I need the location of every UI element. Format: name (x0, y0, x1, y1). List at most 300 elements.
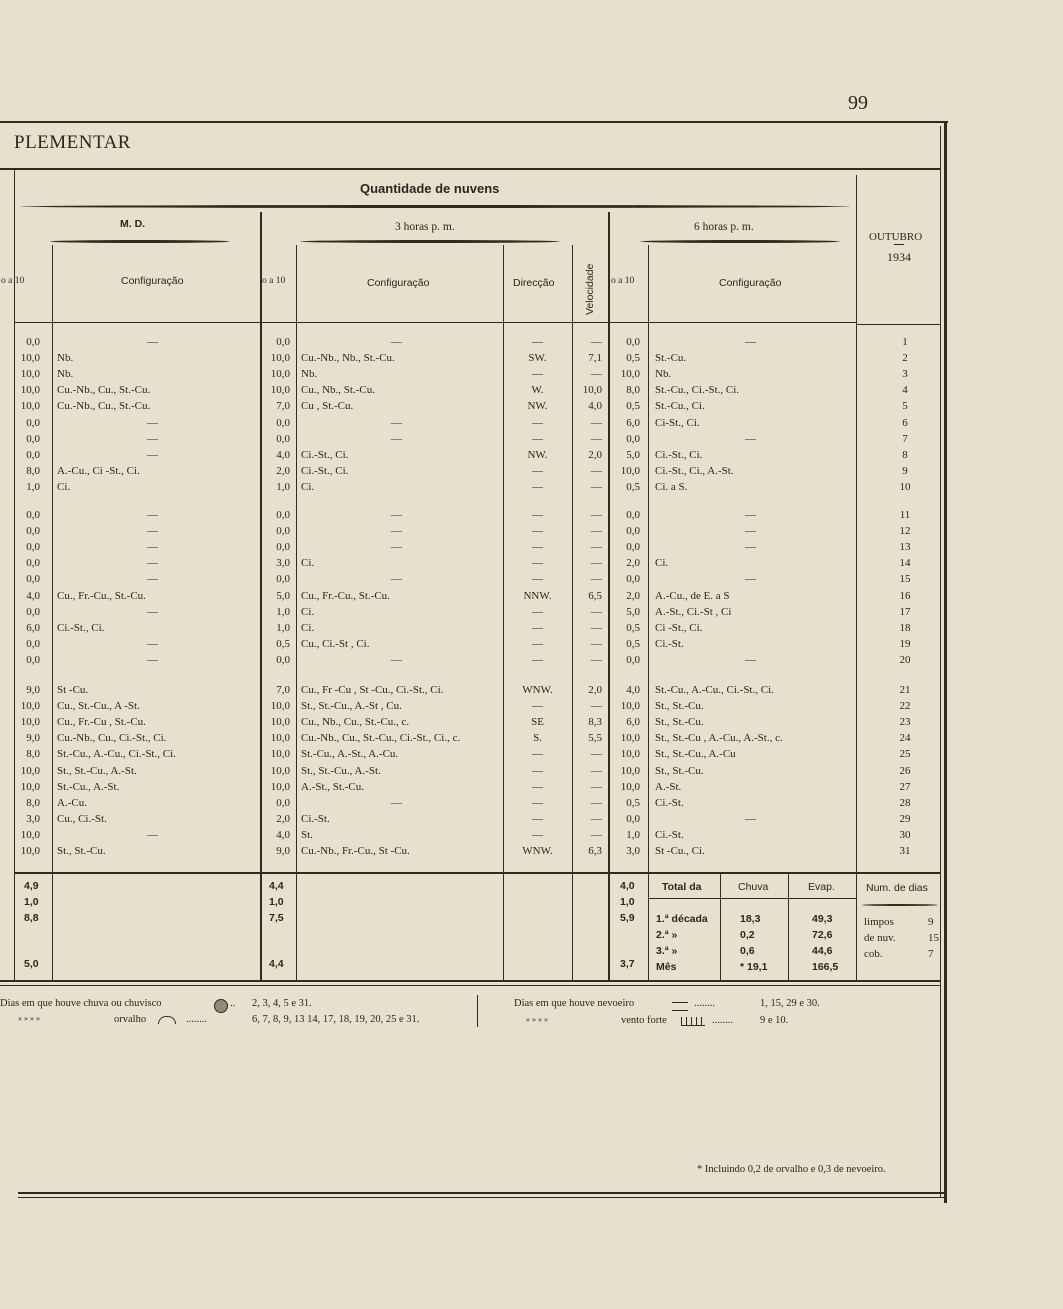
group-3pm: 3 horas p. m. (395, 221, 455, 233)
row-6-h3-v: 0,0 (276, 416, 290, 429)
bottom-rule (18, 1192, 944, 1194)
row-21-h3-c: Cu., Fr -Cu , St -Cu., Ci.-St., Ci. (301, 684, 444, 696)
row-10-dir: — (532, 480, 543, 493)
row-22-day: 22 (899, 700, 911, 713)
row-8-md-c: — (147, 448, 158, 461)
row-5-dir: NW. (527, 400, 548, 413)
row-22-vel: — (591, 700, 602, 713)
row-22-md-c: Cu., St.-Cu., A -St. (57, 700, 140, 713)
row-20-h3-v: 0,0 (276, 653, 290, 666)
row-23-day: 23 (899, 716, 911, 729)
row-11-h6-c: — (745, 509, 756, 521)
evap-value-3: 166,5 (812, 961, 839, 973)
row-13-h3-c: — (391, 541, 402, 554)
row-29-md-v: 3,0 (26, 812, 40, 825)
group-md: M. D. (120, 218, 146, 230)
row-8-h6-c: Ci.-St., Ci. (655, 448, 703, 461)
row-7-md-v: 0,0 (26, 432, 40, 445)
main-header: Quantidade de nuvens (360, 181, 500, 196)
row-15-day: 15 (899, 573, 911, 586)
row-23-h3-v: 10,0 (270, 716, 290, 729)
row-1-md-v: 0,0 (26, 336, 40, 348)
row-10-h3-v: 1,0 (276, 480, 290, 493)
row-4-day: 4 (902, 384, 908, 397)
row-12-day: 12 (899, 525, 911, 538)
row-21-h6-c: St.-Cu., A.-Cu., Ci.-St., Ci. (655, 684, 774, 696)
row-15-vel: — (591, 573, 602, 586)
row-1-h3-c: — (391, 336, 402, 348)
row-25-h6-c: St., St.-Cu., A.-Cu (655, 748, 736, 761)
row-15-md-v: 0,0 (26, 573, 40, 586)
row-3-h3-c: Nb. (301, 368, 318, 381)
row-13-md-c: — (147, 541, 158, 554)
row-20-day: 20 (899, 653, 911, 666)
md-swash (50, 240, 230, 243)
row-16-vel: 6,5 (588, 589, 602, 602)
row-19-md-c: — (147, 637, 158, 650)
row-4-vel: 10,0 (582, 384, 602, 397)
row-5-md-c: Cu.-Nb., Cu., St.-Cu. (57, 400, 151, 413)
vento-label: vento forte (621, 1015, 667, 1026)
row-24-vel: 5,5 (588, 732, 602, 745)
row-14-h6-v: 2,0 (626, 557, 640, 570)
vento-dots: ........ (712, 1015, 733, 1026)
row-25-vel: — (591, 748, 602, 761)
row-28-day: 28 (899, 796, 911, 809)
row-16-h3-c: Cu., Fr.-Cu., St.-Cu. (301, 589, 390, 602)
row-9-vel: — (591, 464, 602, 477)
row-16-md-c: Cu., Fr.-Cu., St.-Cu. (57, 589, 146, 602)
row-12-md-v: 0,0 (26, 525, 40, 538)
row-27-vel: — (591, 780, 602, 793)
row-31-md-v: 10,0 (20, 845, 40, 857)
row-7-md-c: — (147, 432, 158, 445)
row-3-h3-v: 10,0 (270, 368, 290, 381)
evap-value-2: 44,6 (812, 945, 833, 957)
row-21-h3-v: 7,0 (276, 684, 290, 696)
row-9-h3-c: Ci.-St., Ci. (301, 464, 349, 477)
nevoeiro-label: Dias em que houve nevoeiro (514, 998, 635, 1009)
row-6-vel: — (591, 416, 602, 429)
row-19-h3-c: Cu., Ci.-St , Ci. (301, 637, 370, 650)
row-3-h6-c: Nb. (655, 368, 672, 381)
direction-header: Direcção (513, 277, 555, 289)
row-13-h6-v: 0,0 (626, 541, 640, 554)
row-15-md-c: — (147, 573, 158, 586)
row-1-vel: — (591, 336, 602, 348)
row-24-h6-c: St., St.-Cu , A.-Cu., A.-St., c. (655, 732, 783, 745)
row-17-md-v: 0,0 (26, 605, 40, 618)
row-31-h3-v: 9,0 (276, 845, 290, 857)
row-2-day: 2 (902, 352, 908, 365)
chuva-label: Chuva (738, 881, 769, 893)
row-16-day: 16 (899, 589, 911, 602)
row-21-md-v: 9,0 (26, 684, 40, 696)
row-6-h6-c: Ci-St., Ci. (655, 416, 700, 429)
row-1-h6-v: 0,0 (626, 336, 640, 348)
row-11-vel: — (591, 509, 602, 521)
row-2-md-v: 10,0 (20, 352, 40, 365)
row-24-day: 24 (899, 732, 911, 745)
row-30-md-v: 10,0 (20, 828, 40, 841)
row-27-day: 27 (899, 780, 911, 793)
row-13-h3-v: 0,0 (276, 541, 290, 554)
summary-6pm-0: 4,0 (620, 880, 635, 892)
vento-prefix: » » » » (526, 1015, 548, 1024)
row-21-vel: 2,0 (588, 684, 602, 696)
row-3-dir: — (532, 368, 543, 381)
row-19-h6-v: 0,5 (626, 637, 640, 650)
row-11-h3-c: — (391, 509, 402, 521)
row-14-md-v: 0,0 (26, 557, 40, 570)
row-10-day: 10 (899, 480, 911, 493)
row-17-dir: — (532, 605, 543, 618)
row-27-h3-c: A.-St., St.-Cu. (301, 780, 364, 793)
row-14-md-c: — (147, 557, 158, 570)
row-17-day: 17 (899, 605, 911, 618)
row-9-h6-v: 10,0 (620, 464, 640, 477)
row-11-day: 11 (899, 509, 911, 521)
row-18-h6-v: 0,5 (626, 621, 640, 634)
row-8-vel: 2,0 (588, 448, 602, 461)
md-config-header: Configuração (121, 275, 184, 287)
h3-swash (300, 240, 560, 243)
row-25-md-c: St.-Cu., A.-Cu., Ci.-St., Ci. (57, 748, 176, 761)
row-12-dir: — (532, 525, 543, 538)
row-11-h3-v: 0,0 (276, 509, 290, 521)
row-27-h6-v: 10,0 (620, 780, 640, 793)
summary-top-rule (15, 872, 941, 874)
year: 1934 (887, 250, 911, 264)
row-13-h6-c: — (745, 541, 756, 554)
row-5-day: 5 (902, 400, 908, 413)
row-29-vel: — (591, 812, 602, 825)
row-4-h3-c: Cu., Nb., St.-Cu. (301, 384, 375, 397)
row-22-h6-c: St., St.-Cu. (655, 700, 704, 713)
month-header: OUTUBRO (869, 231, 923, 243)
row-31-h3-c: Cu.-Nb., Fr.-Cu., St -Cu. (301, 845, 410, 857)
row-13-md-v: 0,0 (26, 541, 40, 554)
summary-md-1: 1,0 (24, 896, 39, 908)
row-7-dir: — (532, 432, 543, 445)
row-21-dir: WNW. (522, 684, 553, 696)
row-29-h3-c: Ci.-St. (301, 812, 330, 825)
row-21-md-c: St -Cu. (57, 684, 89, 696)
h3-config-header: Configuração (367, 277, 430, 289)
row-17-vel: — (591, 605, 602, 618)
row-30-vel: — (591, 828, 602, 841)
row-25-h3-c: St.-Cu., A.-St., A.-Cu. (301, 748, 399, 761)
md-scale-header: o a 10 (1, 276, 25, 286)
bottom-rule-2 (18, 1197, 944, 1198)
row-11-md-v: 0,0 (26, 509, 40, 521)
row-8-md-v: 0,0 (26, 448, 40, 461)
table-top-rule (0, 168, 941, 170)
summary-bottom-rule-2 (0, 985, 941, 986)
header-rule (856, 324, 941, 325)
row-28-vel: — (591, 796, 602, 809)
row-29-h6-c: — (745, 812, 756, 825)
row-4-h6-c: St.-Cu., Ci.-St., Ci. (655, 384, 740, 397)
row-9-h6-c: Ci.-St., Ci., A.-St. (655, 464, 734, 477)
row-16-md-v: 4,0 (26, 589, 40, 602)
chuva-note-dots: .. (230, 998, 236, 1009)
summary-col (788, 874, 789, 980)
row-15-h3-v: 0,0 (276, 573, 290, 586)
row-21-h6-v: 4,0 (626, 684, 640, 696)
page-title: PLEMENTAR (14, 132, 131, 153)
row-8-h6-v: 5,0 (626, 448, 640, 461)
row-24-h3-v: 10,0 (270, 732, 290, 745)
asterisk-note: * Incluindo 0,2 de orvalho e 0,3 de nevoeiro. (697, 1164, 886, 1175)
row-16-h3-v: 5,0 (276, 589, 290, 602)
num-dias-value-0: 9 (928, 916, 934, 928)
row-17-h6-c: A.-St., Ci.-St , Ci (655, 605, 732, 618)
num-dias-swash (862, 904, 938, 906)
row-16-dir: NNW. (523, 589, 552, 602)
row-4-h3-v: 10,0 (270, 384, 290, 397)
row-14-h3-v: 3,0 (276, 557, 290, 570)
row-8-dir: NW. (527, 448, 548, 461)
row-22-h3-c: St., St.-Cu., A.-St , Cu. (301, 700, 402, 713)
row-27-h3-v: 10,0 (270, 780, 290, 793)
row-23-vel: 8,3 (588, 716, 602, 729)
row-9-md-v: 8,0 (26, 464, 40, 477)
h6-config-header: Configuração (719, 277, 782, 289)
row-30-day: 30 (899, 828, 911, 841)
orvalho-prefix: » » » » (18, 1014, 40, 1023)
row-13-dir: — (532, 541, 543, 554)
num-dias-label: Num. de dias (866, 882, 928, 894)
row-6-h3-c: — (391, 416, 402, 429)
summary-3pm-1: 1,0 (269, 896, 284, 908)
row-18-md-v: 6,0 (26, 621, 40, 634)
row-8-h3-c: Ci.-St., Ci. (301, 448, 349, 461)
summary-md-2: 8,8 (24, 912, 39, 924)
row-30-md-c: — (147, 828, 158, 841)
row-1-day: 1 (902, 336, 908, 348)
row-18-h3-v: 1,0 (276, 621, 290, 634)
row-16-h6-v: 2,0 (626, 589, 640, 602)
row-28-h3-c: — (391, 796, 402, 809)
row-10-md-c: Ci. (57, 480, 71, 493)
row-15-dir: — (532, 573, 543, 586)
row-24-md-v: 9,0 (26, 732, 40, 745)
row-7-h6-v: 0,0 (626, 432, 640, 445)
top-rule (0, 121, 948, 123)
decada-label-1: 2.ª » (656, 929, 678, 941)
row-23-md-c: Cu., Fr.-Cu , St.-Cu. (57, 716, 146, 729)
row-12-h6-v: 0,0 (626, 525, 640, 538)
row-28-md-v: 8,0 (26, 796, 40, 809)
row-10-md-v: 1,0 (26, 480, 40, 493)
row-20-dir: — (532, 653, 543, 666)
row-12-md-c: — (147, 525, 158, 538)
total-label: Total da (662, 881, 702, 893)
row-27-h6-c: A.-St. (655, 780, 682, 793)
summary-6pm-2: 5,9 (620, 912, 635, 924)
row-25-day: 25 (899, 748, 911, 761)
decada-label-3: Mês (656, 961, 677, 973)
summary-3pm-0: 4,4 (269, 880, 284, 892)
velocity-header: Velocidade (584, 263, 596, 315)
orvalho-label: orvalho (114, 1014, 147, 1025)
chuva-value-3: * 19,1 (740, 961, 768, 973)
row-27-md-v: 10,0 (20, 780, 40, 793)
row-31-h6-c: St -Cu., Ci. (655, 845, 705, 857)
row-5-h6-v: 0,5 (626, 400, 640, 413)
orvalho-days: 6, 7, 8, 9, 13 14, 17, 18, 19, 20, 25 e 31. (252, 1014, 420, 1025)
row-24-md-c: Cu.-Nb., Cu., Ci.-St., Ci. (57, 732, 167, 745)
row-18-h3-c: Ci. (301, 621, 315, 634)
row-25-md-v: 8,0 (26, 748, 40, 761)
row-10-h3-c: Ci. (301, 480, 315, 493)
row-13-vel: — (591, 541, 602, 554)
row-12-h6-c: — (745, 525, 756, 538)
row-1-md-c: — (147, 336, 158, 348)
row-14-day: 14 (899, 557, 911, 570)
row-24-dir: S. (533, 732, 542, 745)
summary-6pm-3: 3,7 (620, 958, 635, 970)
row-5-md-v: 10,0 (20, 400, 40, 413)
row-22-h3-v: 10,0 (270, 700, 290, 713)
row-30-dir: — (532, 828, 543, 841)
row-20-h6-v: 0,0 (626, 653, 640, 666)
row-4-md-v: 10,0 (20, 384, 40, 397)
row-15-h6-v: 0,0 (626, 573, 640, 586)
row-5-h3-c: Cu , St.-Cu. (301, 400, 354, 413)
row-18-vel: — (591, 621, 602, 634)
decada-label-2: 3.ª » (656, 945, 678, 957)
row-5-h3-v: 7,0 (276, 400, 290, 413)
row-29-md-c: Cu., Ci.-St. (57, 812, 107, 825)
row-14-h3-c: Ci. (301, 557, 315, 570)
chuva-value-0: 18,3 (740, 913, 761, 925)
row-23-h6-v: 6,0 (626, 716, 640, 729)
summary-col (720, 874, 721, 980)
row-20-h6-c: — (745, 653, 756, 666)
row-29-h6-v: 0,0 (626, 812, 640, 825)
fog-icon (672, 1002, 688, 1011)
row-2-h3-c: Cu.-Nb., Nb., St.-Cu. (301, 352, 395, 365)
chuva-value-1: 0,2 (740, 929, 755, 941)
nevoeiro-dots: ........ (694, 998, 715, 1009)
row-19-dir: — (532, 637, 543, 650)
h6-scale-header: o a 10 (611, 276, 635, 286)
row-1-h3-v: 0,0 (276, 336, 290, 348)
row-14-dir: — (532, 557, 543, 570)
evap-label: Evap. (808, 881, 835, 893)
row-11-md-c: — (147, 509, 158, 521)
row-20-h3-c: — (391, 653, 402, 666)
row-26-day: 26 (899, 764, 911, 777)
row-9-day: 9 (902, 464, 908, 477)
row-15-h3-c: — (391, 573, 402, 586)
year-dash (894, 244, 904, 245)
row-24-h3-c: Cu.-Nb., Cu., St.-Cu., Ci.-St., Ci., c. (301, 732, 461, 745)
row-29-day: 29 (899, 812, 911, 825)
row-23-md-v: 10,0 (20, 716, 40, 729)
row-28-h6-c: Ci.-St. (655, 796, 684, 809)
row-12-h3-v: 0,0 (276, 525, 290, 538)
row-11-dir: — (532, 509, 543, 521)
row-2-vel: 7,1 (588, 352, 602, 365)
row-5-vel: 4,0 (588, 400, 602, 413)
row-31-vel: 6,3 (588, 845, 602, 857)
row-16-h6-c: A.-Cu., de E. a S (655, 589, 730, 602)
row-19-h6-c: Ci.-St. (655, 637, 684, 650)
row-23-dir: SE (531, 716, 544, 729)
decada-label-0: 1.ª década (656, 913, 708, 925)
row-8-h3-v: 4,0 (276, 448, 290, 461)
summary-md-3: 5,0 (24, 958, 39, 970)
right-frame-inner (940, 126, 941, 1198)
row-3-h6-v: 10,0 (620, 368, 640, 381)
evap-value-0: 49,3 (812, 913, 833, 925)
chuva-note-days: 2, 3, 4, 5 e 31. (252, 998, 312, 1009)
row-7-h6-c: — (745, 432, 756, 445)
row-4-dir: W. (531, 384, 544, 397)
row-18-md-c: Ci.-St., Ci. (57, 621, 105, 634)
row-21-day: 21 (899, 684, 911, 696)
row-2-dir: SW. (528, 352, 547, 365)
row-14-h6-c: Ci. (655, 557, 669, 570)
row-22-dir: — (532, 700, 543, 713)
row-15-h6-c: — (745, 573, 756, 586)
row-19-vel: — (591, 637, 602, 650)
row-20-md-v: 0,0 (26, 653, 40, 666)
header-swash (20, 205, 850, 208)
row-7-h3-c: — (391, 432, 402, 445)
row-28-h6-v: 0,5 (626, 796, 640, 809)
row-7-vel: — (591, 432, 602, 445)
row-11-h6-v: 0,0 (626, 509, 640, 521)
row-3-vel: — (591, 368, 602, 381)
row-13-day: 13 (899, 541, 911, 554)
chuva-value-2: 0,6 (740, 945, 755, 957)
row-14-vel: — (591, 557, 602, 570)
row-4-md-c: Cu.-Nb., Cu., St.-Cu. (57, 384, 151, 397)
h6-swash (640, 240, 840, 243)
row-6-md-v: 0,0 (26, 416, 40, 429)
rain-icon (214, 999, 228, 1013)
row-4-h6-v: 8,0 (626, 384, 640, 397)
summary-6pm-1: 1,0 (620, 896, 635, 908)
row-9-dir: — (532, 464, 543, 477)
row-23-h3-c: Cu., Nb., Cu., St.-Cu., c. (301, 716, 410, 729)
row-17-md-c: — (147, 605, 158, 618)
row-25-h3-v: 10,0 (270, 748, 290, 761)
row-29-dir: — (532, 812, 543, 825)
row-27-dir: — (532, 780, 543, 793)
row-3-md-c: Nb. (57, 368, 74, 381)
row-10-h6-c: Ci. a S. (655, 480, 688, 493)
row-26-md-v: 10,0 (20, 764, 40, 777)
row-30-h6-c: Ci.-St. (655, 828, 684, 841)
header-rule (15, 322, 856, 323)
row-7-h3-v: 0,0 (276, 432, 290, 445)
row-28-dir: — (532, 796, 543, 809)
row-26-h6-v: 10,0 (620, 764, 640, 777)
row-28-h3-v: 0,0 (276, 796, 290, 809)
row-26-h3-v: 10,0 (270, 764, 290, 777)
row-30-h3-c: St. (301, 828, 313, 841)
row-1-h6-c: — (745, 336, 756, 348)
row-24-h6-v: 10,0 (620, 732, 640, 745)
row-9-h3-v: 2,0 (276, 464, 290, 477)
group-6pm: 6 horas p. m. (694, 221, 754, 233)
summary-3pm-3: 4,4 (269, 958, 284, 970)
